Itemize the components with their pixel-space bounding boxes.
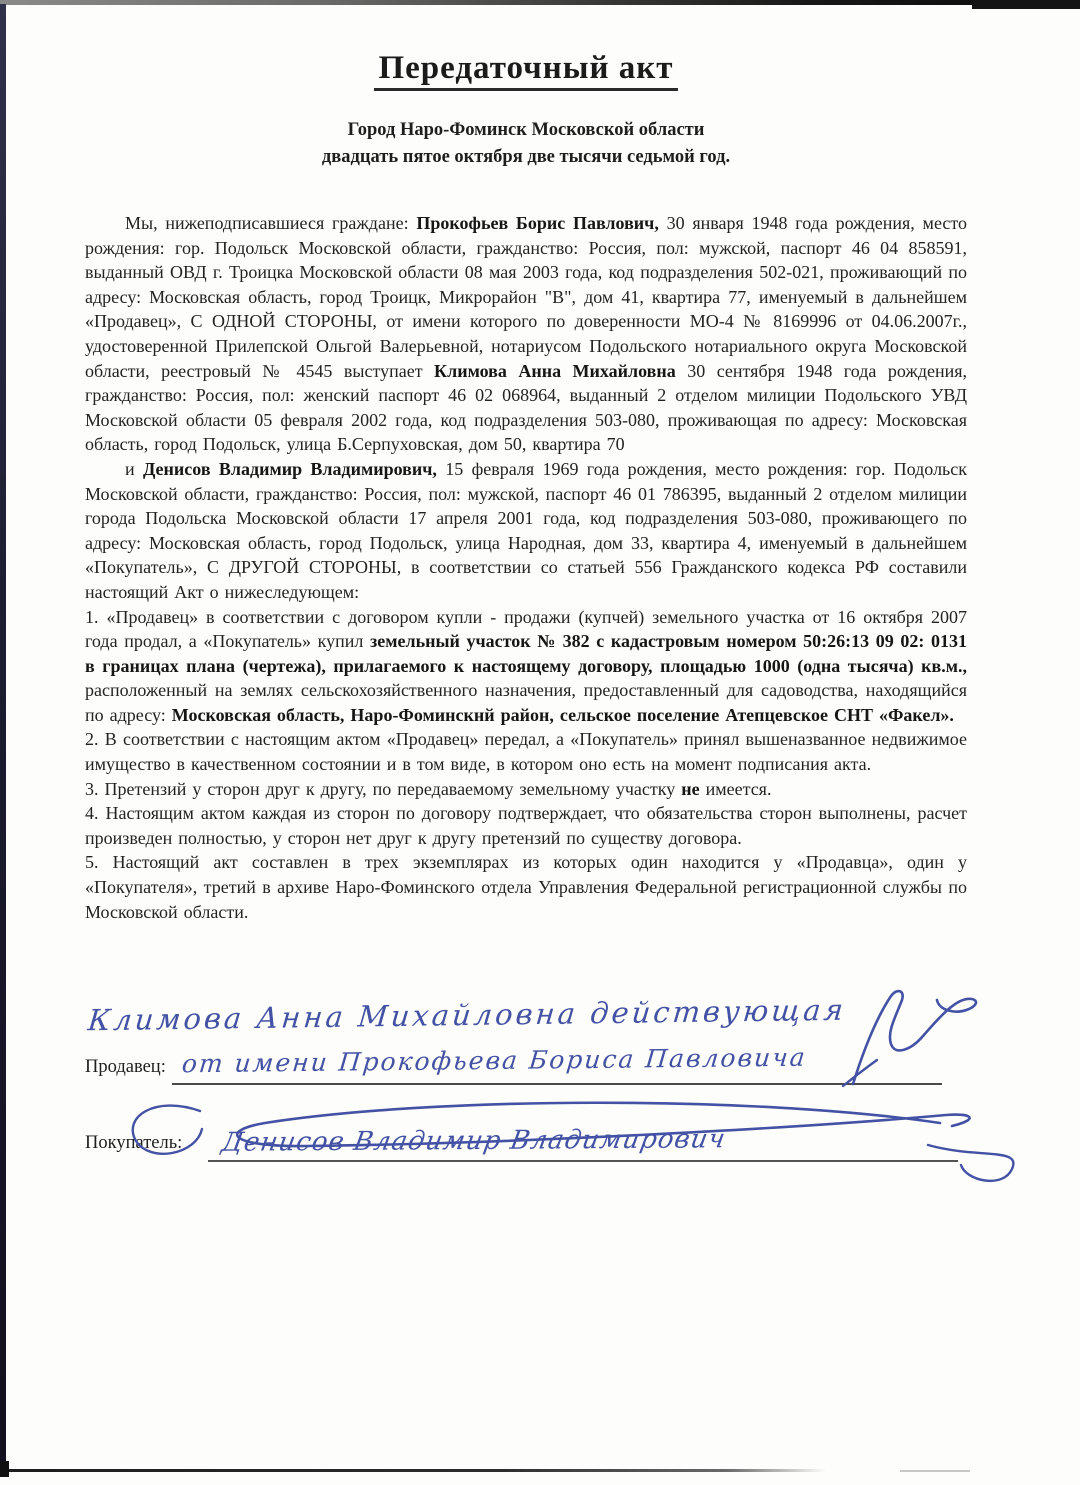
place-line: Город Наро-Фоминск Московской области <box>347 120 705 140</box>
text-segment: 30 января 1948 года рождения, место рождения: гор. Подольск Московской области, гражданство: Россия, пол: мужской, паспорт 46 04 858591, выданный ОВД г. Троицка Московской области 08 мая 2003 года, код подразделения 502-021, проживающий по адресу: Московская область, город Троицк, Микрорайон "В", дом 41, квартира 77, именуемый в дальнейшем «Продавец», С ОДНОЙ СТОРОНЫ, от имени которого по доверенности МО-4 № 8169996 от 04.06.2007г., удостоверенной Прилепской Ольгой Валерьевной, нотариусом Подольского нотариального округа Московской области, реестровый № 4545 выступает <box>85 213 968 381</box>
text-segment: и <box>125 458 143 479</box>
body-paragraph <box>85 801 967 850</box>
bold-text-segment: не <box>681 778 700 799</box>
text-segment: 15 февраля 1969 года рождения, место рождения: гор. Подольск Московской области, гражданство: Россия, пол: мужской, паспорт 46 01 786395, выданный 2 отделом милиции города Подольска Московской области 17 апреля 2001 года, код подразделения 503-080, проживающего по адресу: Московская область, город Подольск, улица Народная, дом 33, квартира 4, именуемый в дальнейшем «Покупатель», С ДРУГОЙ СТОРОНЫ, в соответствии со статьей 556 Гражданского кодекса РФ составили настоящий Акт о нижеследующем: <box>85 458 967 602</box>
seller-signature-flourish <box>835 988 985 1088</box>
body-paragraph <box>85 605 967 728</box>
buyer-signature-flourish <box>100 1095 1060 1200</box>
text-segment: Мы, нижеподписавшиеся граждане: <box>125 213 417 233</box>
scan-artifact-bottom-left-corner <box>0 1461 9 1477</box>
bold-text-segment: Прокофьев Борис Павлович, <box>416 213 659 233</box>
attorney-note-handwriting: Климова Анна Михайловна действующая <box>86 992 848 1038</box>
buyer-handwriting: Денисов Владимир Владимирович <box>219 1124 729 1158</box>
scan-artifact-left-edge <box>0 4 6 1468</box>
seller-handwriting: от имени Прокофьева Бориса Павловича <box>180 1042 809 1079</box>
scan-artifact-top-right-edge <box>972 0 1080 9</box>
bold-text-segment: Климова Анна Михайловна <box>434 360 676 381</box>
buyer-flourish-tail <box>928 1145 1013 1181</box>
scan-artifact-bottom-edge-faint <box>900 1470 970 1472</box>
document-body <box>85 211 967 924</box>
document-subtitle <box>85 117 967 171</box>
body-paragraph <box>85 211 967 457</box>
body-paragraph <box>85 727 967 776</box>
body-paragraph <box>85 850 967 924</box>
text-segment: 2. В соответствии с настоящим актом «Продавец» передал, а «Покупатель» принял вышеназванное недвижимое имущество в качественном состоянии и в том виде, в котором оно есть на момент подписания акта. <box>85 729 967 775</box>
text-segment: 3. Претензий у сторон друг к другу, по передаваемому земельному участку <box>85 778 682 799</box>
body-paragraph <box>85 777 967 802</box>
text-segment: 1. «Продавец» в соответствии с договором купли - продажи (купчей) земельного участка от 16 октября 2007 года продал, а «Покупатель» купил <box>85 606 967 652</box>
text-segment: 4. Настоящим актом каждая из сторон по договору подтверждает, что обязательства сторон выполнены, расчет произведен полностью, у сторон нет друг к другу претензий по существу договора. <box>85 803 967 848</box>
seller-signature-line <box>172 1083 942 1085</box>
document <box>85 50 967 924</box>
seller-flourish-stroke <box>853 991 976 1084</box>
seller-label: Продавец: <box>85 1057 166 1077</box>
document-title <box>85 50 967 87</box>
buyer-flourish-ellipse <box>237 1103 969 1146</box>
scan-artifact-top-edge <box>0 0 1080 5</box>
body-paragraph <box>85 457 967 605</box>
scan-artifact-bottom-edge <box>6 1469 826 1472</box>
text-segment: 5. Настоящий акт составлен в трех экземплярах из которых один находится у «Продавца», один у «Покупателя», третий в архиве Наро-Фоминского отдела Управления Федеральной регистрационной службы по Московской области. <box>85 852 967 922</box>
text-segment: расположенный на землях сельскохозяйственного назначения, предоставленный для садоводства, находящийся по адресу: <box>85 680 967 725</box>
bold-text-segment: Московская область, Наро-Фоминскнй район, сельское поселение Атепцевское СНТ «Факел». <box>171 704 954 725</box>
buyer-label: Покупатель: <box>85 1133 183 1153</box>
buyer-flourish-loop <box>133 1106 202 1154</box>
bold-text-segment: Денисов Владимир Владимирович, <box>142 458 437 479</box>
bold-text-segment: земельный участок № 382 с кадастровым номером 50:26:13 09 02: 0131 в границах плана (чертежа), прилагаемого к настоящему договору, площадью 1000 (одна тысяча) кв.м., <box>85 631 968 676</box>
document-title-text: Передаточный акт <box>374 50 677 91</box>
text-segment: имеется. <box>699 778 772 799</box>
date-line: двадцать пятое октября две тысячи седьмой год. <box>321 147 731 167</box>
text-segment: 30 сентября 1948 года рождения, гражданство: Россия, пол: женский паспорт 46 02 068964, выданный 2 отделом милиции Подольского УВД Московской области 05 февраля 2002 года, код подразделения 503-080, проживающая по адресу: Московская область, город Подольск, улица Б.Серпуховская, дом 50, квартира 70 <box>85 360 968 455</box>
